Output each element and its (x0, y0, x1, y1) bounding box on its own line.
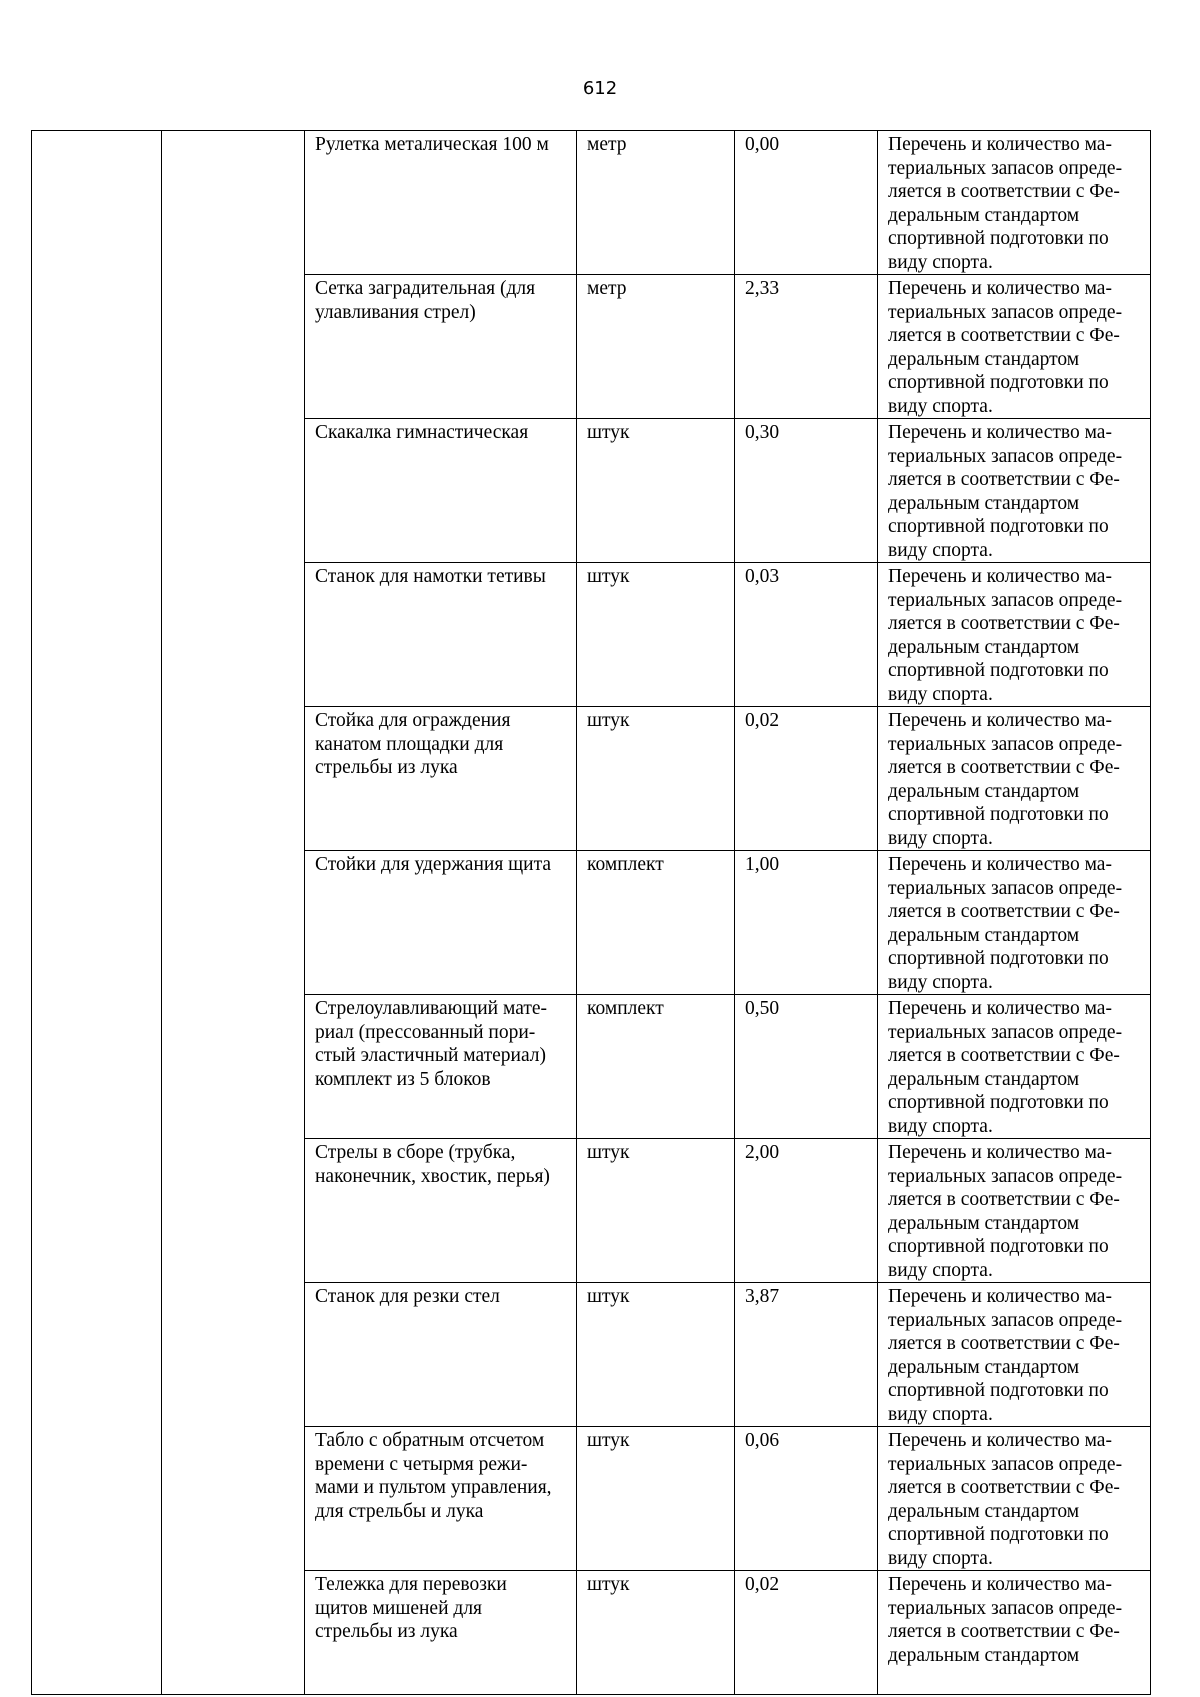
unit: метр (587, 278, 627, 299)
quantity-cell (735, 131, 878, 275)
note-cell (878, 995, 1151, 1139)
quantity: 0,02 (745, 1574, 780, 1595)
note-cell (878, 1427, 1151, 1571)
note: Перечень и количество ма- териальных запасов опреде- ляется в соответствии с Фе- деральным стандартом спортивной подготовки по виду спорта. (888, 134, 1123, 273)
materials-table (31, 130, 1151, 1695)
note: Перечень и количество ма- териальных запасов опреде- ляется в соответствии с Фе- деральным стандартом спортивной подготовки по виду спорта. (888, 1142, 1123, 1281)
quantity: 0,50 (745, 998, 780, 1019)
quantity-cell (735, 1283, 878, 1427)
unit-cell (577, 707, 735, 851)
note-cell (878, 1571, 1151, 1695)
note-cell (878, 419, 1151, 563)
item-name-cell (305, 275, 577, 419)
item-name-cell (305, 563, 577, 707)
quantity-cell (735, 851, 878, 995)
quantity-cell (735, 275, 878, 419)
table-row (32, 131, 1151, 275)
note: Перечень и количество ма- териальных запасов опреде- ляется в соответствии с Фе- деральным стандартом спортивной подготовки по виду спорта. (888, 278, 1123, 417)
item-name: Станок для резки стел (315, 1286, 500, 1307)
unit: штук (587, 1430, 630, 1451)
item-name: Сетка заградительная (для улавливания стрел) (315, 278, 536, 323)
unit-cell (577, 1427, 735, 1571)
note: Перечень и количество ма- териальных запасов опреде- ляется в соответствии с Фе- деральным стандартом спортивной подготовки по виду спорта. (888, 566, 1123, 705)
quantity: 0,06 (745, 1430, 780, 1451)
item-name-cell (305, 707, 577, 851)
item-name: Скакалка гимнастическая (315, 422, 529, 443)
item-name: Табло с обратным отсчетом времени с четырмя режи- мами и пультом управления, для стрельбы и лука (315, 1430, 552, 1522)
section-number-cell (32, 131, 162, 1695)
note-cell (878, 1283, 1151, 1427)
quantity-cell (735, 1139, 878, 1283)
note-cell (878, 563, 1151, 707)
item-name-cell (305, 1571, 577, 1695)
note-cell (878, 1139, 1151, 1283)
unit: штук (587, 1574, 630, 1595)
item-name: Стрелоулавливающий мате- риал (прессованный пори- стый эластичный материал) комплект из 5 блоков (315, 998, 548, 1090)
unit-cell (577, 131, 735, 275)
page-number: 612 (582, 78, 618, 99)
quantity-cell (735, 419, 878, 563)
unit-cell (577, 275, 735, 419)
item-name: Стрелы в сборе (трубка, наконечник, хвостик, перья) (315, 1142, 550, 1187)
note: Перечень и количество ма- териальных запасов опреде- ляется в соответствии с Фе- деральным стандартом спортивной подготовки по виду спорта. (888, 710, 1123, 849)
quantity: 3,87 (745, 1286, 780, 1307)
note-cell (878, 131, 1151, 275)
item-name: Стойка для ограждения канатом площадки для стрельбы из лука (315, 710, 511, 778)
item-name: Рулетка металическая 100 м (315, 134, 549, 155)
note: Перечень и количество ма- териальных запасов опреде- ляется в соответствии с Фе- деральным стандартом спортивной подготовки по виду спорта. (888, 1286, 1123, 1425)
unit-cell (577, 1283, 735, 1427)
item-name-cell (305, 1139, 577, 1283)
quantity-cell (735, 563, 878, 707)
unit-cell (577, 995, 735, 1139)
quantity: 0,03 (745, 566, 780, 587)
note: Перечень и количество ма- териальных запасов опреде- ляется в соответствии с Фе- деральным стандартом спортивной подготовки по виду спорта. (888, 422, 1123, 561)
note-cell (878, 851, 1151, 995)
item-name-cell (305, 995, 577, 1139)
unit-cell (577, 1571, 735, 1695)
note: Перечень и количество ма- териальных запасов опреде- ляется в соответствии с Фе- деральным стандартом спортивной подготовки по виду спорта. (888, 854, 1123, 993)
item-name: Тележка для перевозки щитов мишеней для стрельбы из лука (315, 1574, 507, 1642)
unit: комплект (587, 854, 664, 875)
item-name: Станок для намотки тетивы (315, 566, 546, 587)
unit-cell (577, 419, 735, 563)
note-cell (878, 275, 1151, 419)
quantity-cell (735, 1571, 878, 1695)
item-name-cell (305, 419, 577, 563)
quantity: 2,00 (745, 1142, 780, 1163)
quantity: 1,00 (745, 854, 780, 875)
unit: штук (587, 710, 630, 731)
item-name-cell (305, 1427, 577, 1571)
unit-cell (577, 851, 735, 995)
quantity-cell (735, 995, 878, 1139)
unit: штук (587, 566, 630, 587)
unit: штук (587, 1286, 630, 1307)
quantity: 0,00 (745, 134, 780, 155)
unit: штук (587, 1142, 630, 1163)
unit-cell (577, 563, 735, 707)
note: Перечень и количество ма- териальных запасов опреде- ляется в соответствии с Фе- деральным стандартом (888, 1574, 1123, 1666)
quantity: 0,02 (745, 710, 780, 731)
unit: метр (587, 134, 627, 155)
note-cell (878, 707, 1151, 851)
note: Перечень и количество ма- териальных запасов опреде- ляется в соответствии с Фе- деральным стандартом спортивной подготовки по виду спорта. (888, 998, 1123, 1137)
item-name-cell (305, 131, 577, 275)
quantity: 2,33 (745, 278, 780, 299)
item-name-cell (305, 851, 577, 995)
materials-table-body (32, 131, 1151, 1695)
unit: комплект (587, 998, 664, 1019)
quantity-cell (735, 1427, 878, 1571)
item-name-cell (305, 1283, 577, 1427)
quantity: 0,30 (745, 422, 780, 443)
note: Перечень и количество ма- териальных запасов опреде- ляется в соответствии с Фе- деральным стандартом спортивной подготовки по виду спорта. (888, 1430, 1123, 1569)
unit: штук (587, 422, 630, 443)
item-name: Стойки для удержания щита (315, 854, 552, 875)
quantity-cell (735, 707, 878, 851)
unit-cell (577, 1139, 735, 1283)
section-title-cell (162, 131, 305, 1695)
